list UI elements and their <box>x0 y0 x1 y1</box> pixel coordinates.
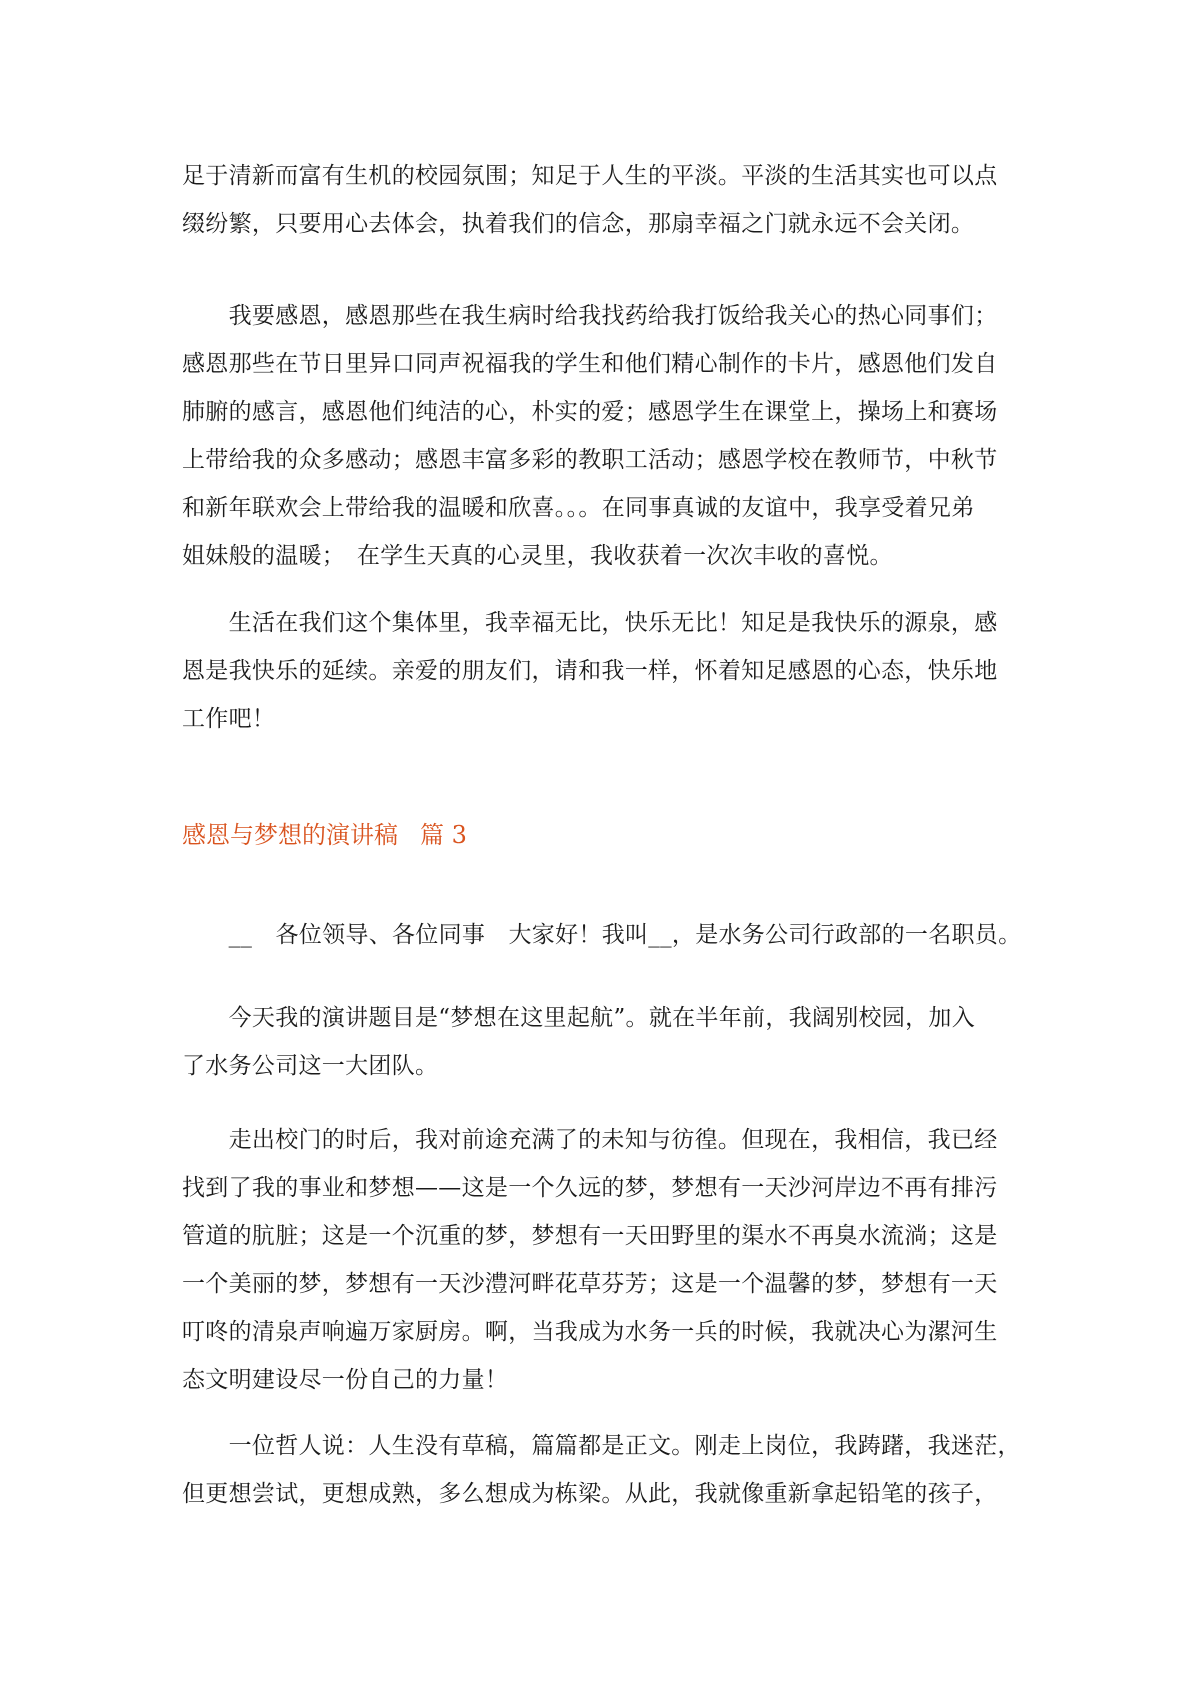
paragraph-3 <box>182 599 1022 743</box>
heading-suffix: 篇 3 <box>420 821 467 849</box>
paragraph-line: 缀纷繁，只要用心去体会，执着我们的信念，那扇幸福之门就永远不会关闭。 <box>182 211 975 237</box>
paragraph-4 <box>182 911 1022 959</box>
paragraph-2 <box>182 292 1022 580</box>
paragraph-7 <box>182 1422 1022 1518</box>
paragraph-line: 足于清新而富有生机的校园氛围；知足于人生的平淡。平淡的生活其实也可以点 <box>182 163 998 189</box>
heading-title: 感恩与梦想的演讲稿 <box>182 821 398 849</box>
paragraph-line: 和新年联欢会上带给我的温暖和欣喜。。。在同事真诚的友谊中，我享受着兄弟 <box>182 495 975 521</box>
paragraph-line: 生活在我们这个集体里，我幸福无比，快乐无比！知足是我快乐的源泉，感 <box>182 610 998 636</box>
paragraph-line: 工作吧！ <box>182 706 276 732</box>
paragraph-line: 感恩那些在节日里异口同声祝福我的学生和他们精心制作的卡片，感恩他们发自 <box>182 351 998 377</box>
paragraph-line: 我要感恩，感恩那些在我生病时给我找药给我打饭给我关心的热心同事们； <box>182 303 998 329</box>
paragraph-line: 走出校门的时后，我对前途充满了的未知与彷徨。但现在，我相信，我已经 <box>182 1127 998 1153</box>
paragraph-line: 上带给我的众多感动；感恩丰富多彩的教职工活动；感恩学校在教师节，中秋节 <box>182 447 998 473</box>
paragraph-6 <box>182 1116 1022 1404</box>
section-heading <box>182 815 467 855</box>
paragraph-line: 找到了我的事业和梦想——这是一个久远的梦，梦想有一天沙河岸边不再有排污 <box>182 1175 998 1201</box>
paragraph-line: __ 各位领导、各位同事 大家好！我叫__，是水务公司行政部的一名职员。 <box>182 922 1022 948</box>
paragraph-line: 恩是我快乐的延续。亲爱的朋友们，请和我一样，怀着知足感恩的心态，快乐地 <box>182 658 998 684</box>
paragraph-line: 一个美丽的梦，梦想有一天沙澧河畔花草芬芳；这是一个温馨的梦，梦想有一天 <box>182 1271 998 1297</box>
paragraph-line: 肺腑的感言，感恩他们纯洁的心，朴实的爱；感恩学生在课堂上，操场上和赛场 <box>182 399 998 425</box>
paragraph-line: 叮咚的清泉声响遍万家厨房。啊，当我成为水务一兵的时候，我就决心为漯河生 <box>182 1319 998 1345</box>
paragraph-line: 今天我的演讲题目是“梦想在这里起航”。就在半年前，我阔别校园，加入 <box>182 1005 976 1031</box>
paragraph-line: 了水务公司这一大团队。 <box>182 1053 439 1079</box>
paragraph-line: 但更想尝试，更想成熟，多么想成为栋梁。从此，我就像重新拿起铅笔的孩子， <box>182 1481 998 1507</box>
paragraph-line: 一位哲人说：人生没有草稿，篇篇都是正文。刚走上岗位，我踌躇，我迷茫， <box>182 1433 1021 1459</box>
paragraph-line: 管道的肮脏；这是一个沉重的梦，梦想有一天田野里的渠水不再臭水流淌；这是 <box>182 1223 998 1249</box>
paragraph-1 <box>182 152 1022 248</box>
paragraph-line: 姐妹般的温暖； 在学生天真的心灵里，我收获着一次次丰收的喜悦。 <box>182 543 893 569</box>
paragraph-line: 态文明建设尽一份自己的力量！ <box>182 1367 509 1393</box>
paragraph-5 <box>182 994 1022 1090</box>
